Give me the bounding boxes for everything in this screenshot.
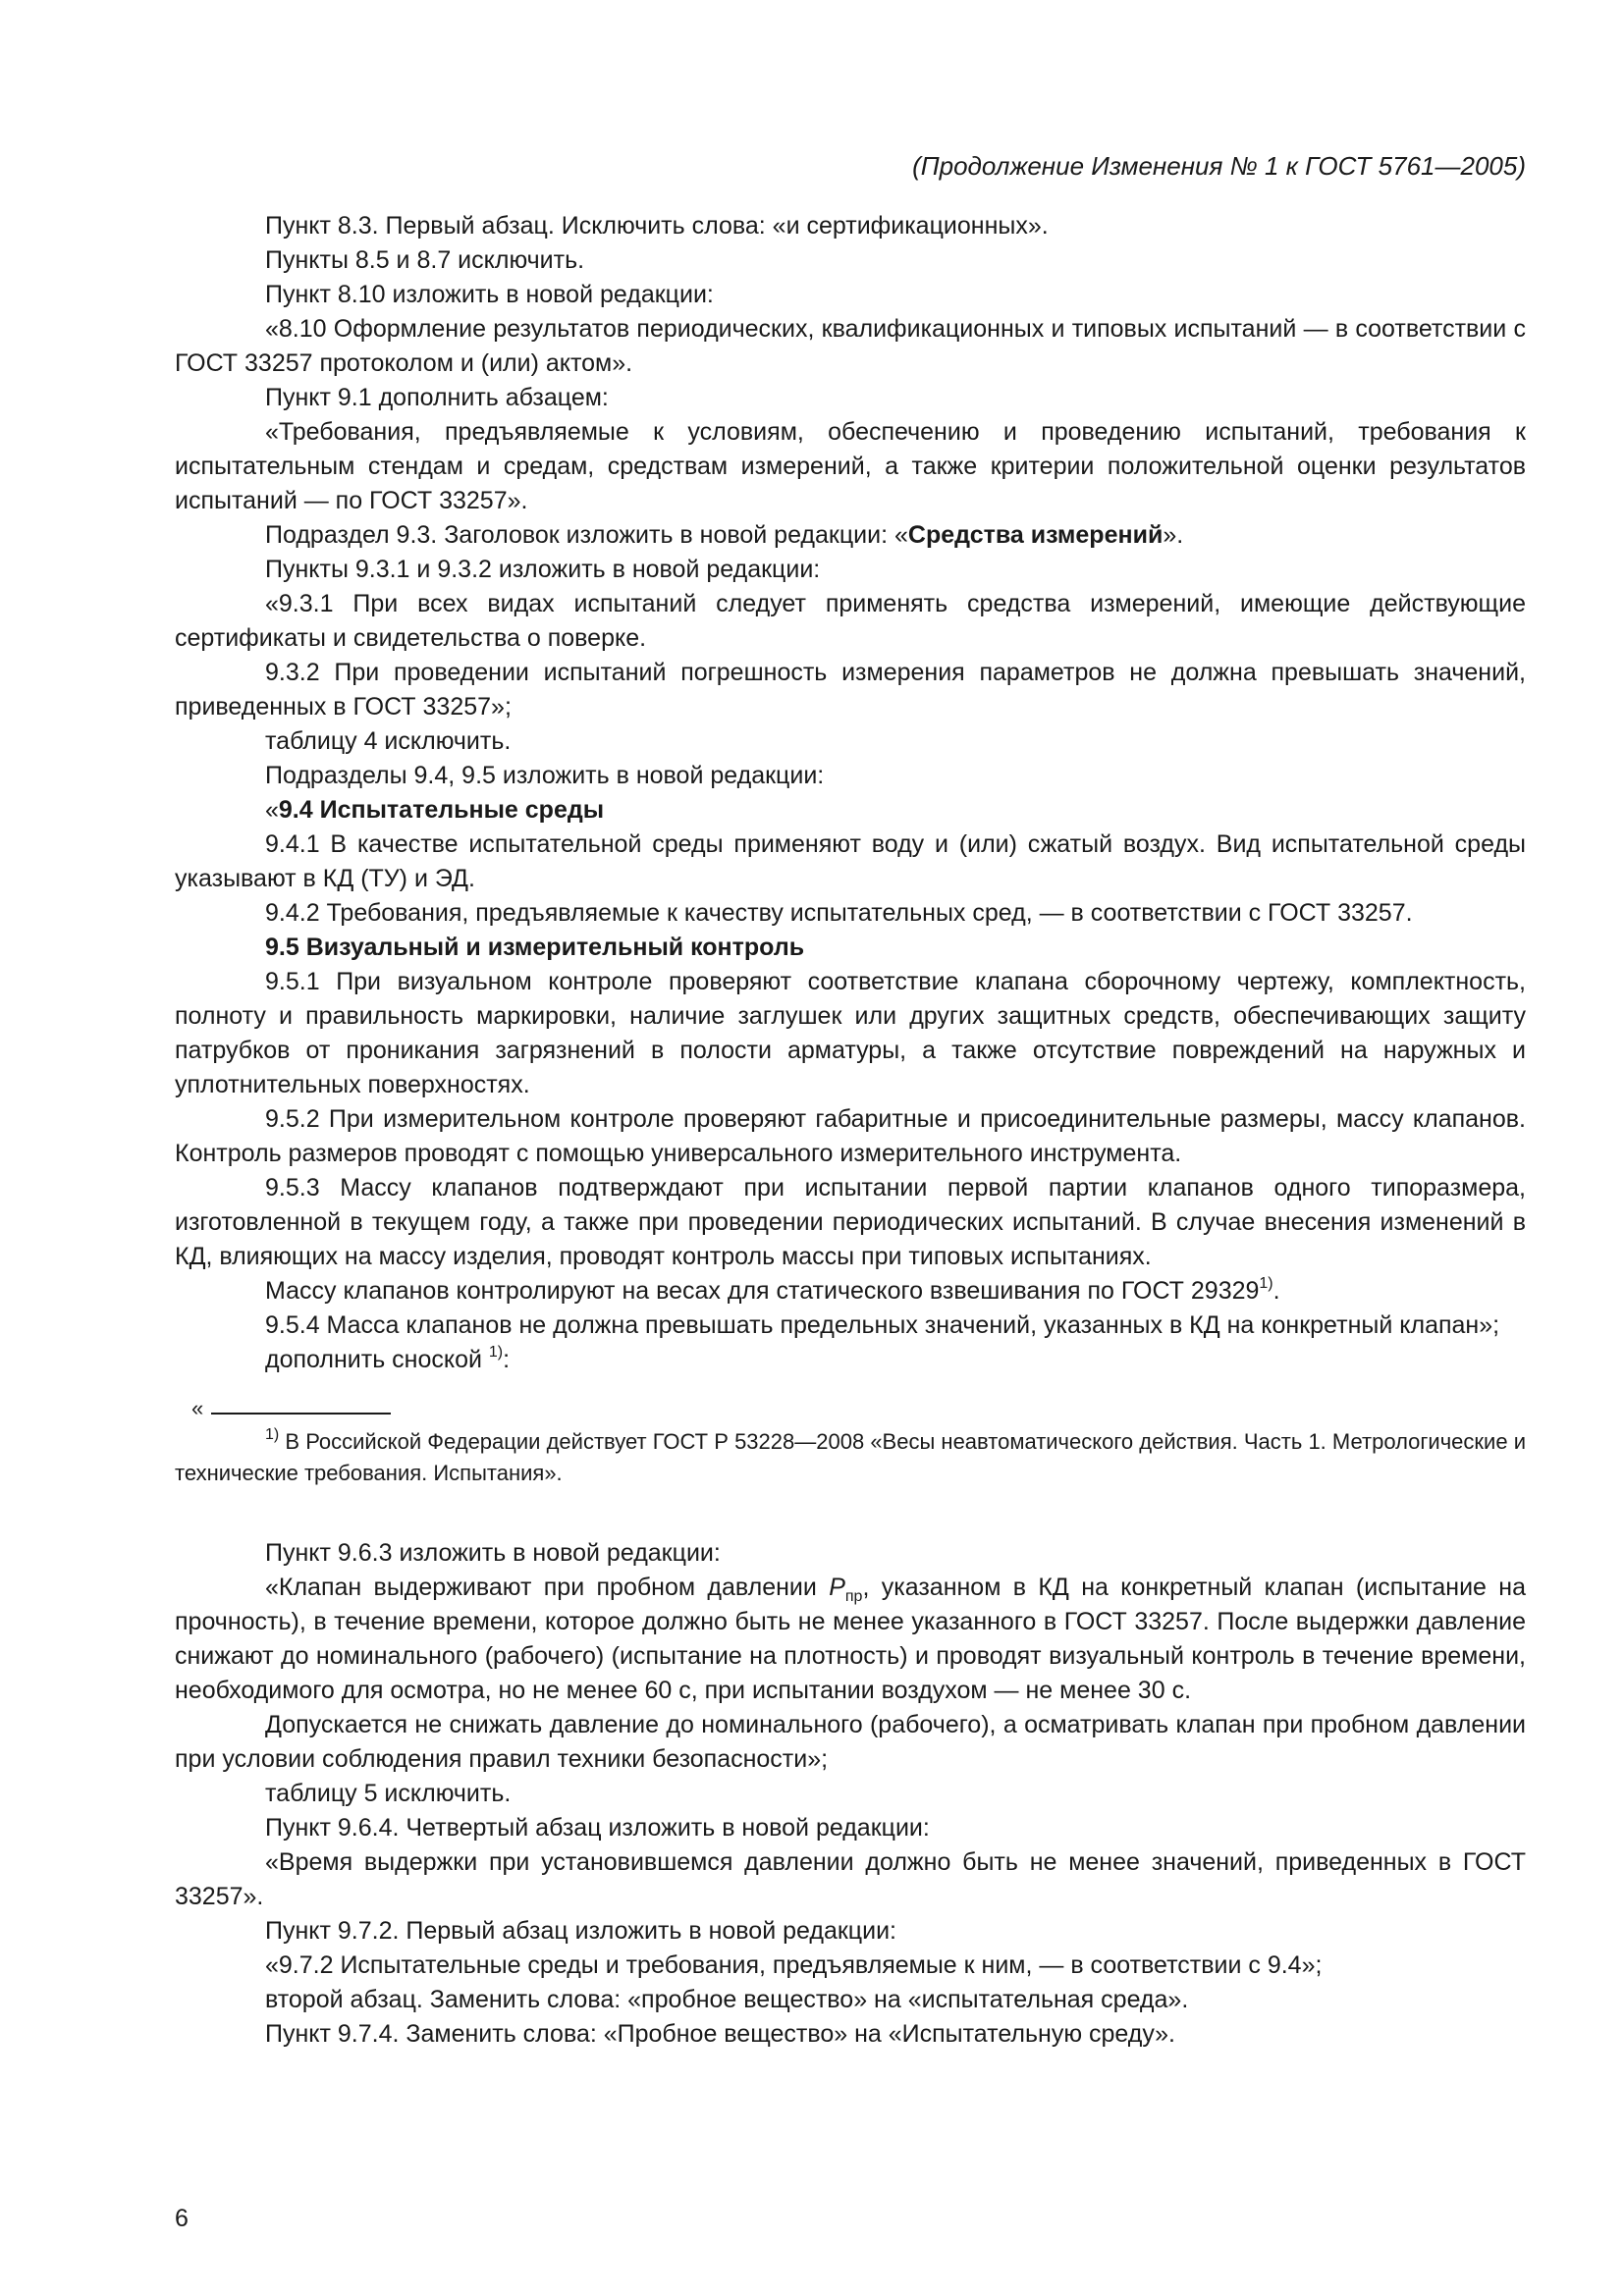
continuation-header: (Продолжение Изменения № 1 к ГОСТ 5761—2005) <box>912 151 1526 181</box>
footnote-rule <box>211 1413 391 1415</box>
paragraph <box>175 1274 1526 1308</box>
paragraph: «Требования, предъявляемые к условиям, обеспечению и проведению испытаний, требования к испытательным стендам и средам, средствам измерений, а также критерии положительной оценки результатов испытаний — по ГОСТ 33257». <box>175 418 1526 514</box>
paragraph: 9.4.2 Требования, предъявляемые к качеству испытательных сред, — в соответствии с ГОСТ 33257. <box>265 899 1413 927</box>
paragraph: Пункты 8.5 и 8.7 исключить. <box>265 246 585 274</box>
bold-title: 9.4 Испытательные среды <box>278 796 605 824</box>
paragraph: Пункт 9.7.2. Первый абзац изложить в новой редакции: <box>265 1917 897 1945</box>
variable-subscript: пр <box>844 1588 863 1605</box>
text-run: «Клапан выдерживают при пробном давлении <box>265 1574 830 1601</box>
bold-title: Средства измерений <box>907 521 1164 549</box>
text-run: Подраздел 9.3. Заголовок изложить в новой редакции: « <box>265 521 908 549</box>
paragraph <box>175 1343 1526 1377</box>
text-run: : <box>503 1346 511 1373</box>
open-quote: « <box>191 1396 204 1420</box>
paragraph: «9.7.2 Испытательные среды и требования, предъявляемые к ним, — в соответствии с 9.4»; <box>265 1951 1323 1979</box>
paragraph: Пункт 9.6.4. Четвертый абзац изложить в новой редакции: <box>265 1814 930 1842</box>
footnote-body: В Российской Федерации действует ГОСТ Р 53228—2008 «Весы неавтоматического действия. Часть 1. Метрологические и технические требования. Испытания». <box>175 1429 1526 1485</box>
paragraph: второй абзац. Заменить слова: «пробное вещество» на «испытательная среда». <box>265 1986 1189 2013</box>
text-run: дополнить сноской <box>265 1346 489 1373</box>
text-run: , указанном в КД на конкретный клапан (испытание на прочность), в течение времени, которое должно быть не менее указанного в ГОСТ 33257. После выдержки давление снижают до номинального (рабочего) (испытание на плотность) и проводят визуальный контроль в течение времени, необходимого для осмотра, но не менее 60 с, при испытании воздухом — не менее 30 с. <box>175 1574 1527 1704</box>
footnote-marker: 1) <box>265 1425 280 1443</box>
paragraph: таблицу 4 исключить. <box>265 727 512 755</box>
bold-title: 9.5 Визуальный и измерительный контроль <box>265 934 805 961</box>
footnote-text <box>175 1426 1526 1489</box>
text-run: ». <box>1163 521 1184 549</box>
paragraph: Пункт 9.7.4. Заменить слова: «Пробное вещество» на «Испытательную среду». <box>265 2020 1175 2048</box>
variable-symbol: P <box>829 1574 845 1601</box>
paragraph: «9.3.1 При всех видах испытаний следует применять средства измерений, имеющие действующие сертификаты и свидетельства о поверке. <box>175 590 1526 652</box>
text-run: « <box>265 796 279 824</box>
paragraph: Пункт 9.1 дополнить абзацем: <box>265 384 609 411</box>
paragraph: таблицу 5 исключить. <box>265 1780 512 1807</box>
paragraph <box>175 518 1526 553</box>
paragraph: 9.5.1 При визуальном контроле проверяют соответствие клапана сборочному чертежу, комплектность, полноту и правильность маркировки, наличие заглушек или других защитных средств, обеспечивающих защиту патрубков от проникания загрязнений в полости арматуры, а также отсутствие повреждений на наружных и уплотнительных поверхностях. <box>175 968 1526 1098</box>
paragraph: Пункт 8.10 изложить в новой редакции: <box>265 281 714 308</box>
paragraph: Допускается не снижать давление до номинального (рабочего), а осматривать клапан при пробном давлении при условии соблюдения правил техники безопасности»; <box>175 1711 1526 1773</box>
paragraph: 9.5.2 При измерительном контроле проверяют габаритные и присоединительные размеры, массу клапанов. Контроль размеров проводят с помощью универсального измерительного инструмента. <box>175 1105 1526 1167</box>
paragraph: 9.4.1 В качестве испытательной среды применяют воду и (или) сжатый воздух. Вид испытательной среды указывают в КД (ТУ) и ЭД. <box>175 830 1526 892</box>
footnote-block <box>175 1397 1526 1489</box>
paragraph <box>175 1571 1526 1708</box>
paragraph: «8.10 Оформление результатов периодических, квалификационных и типовых испытаний — в соответствии с ГОСТ 33257 протоколом и (или) актом». <box>175 315 1526 377</box>
section-heading <box>175 931 1526 965</box>
paragraph: 9.3.2 При проведении испытаний погрешность измерения параметров не должна превышать значений, приведенных в ГОСТ 33257»; <box>175 659 1526 721</box>
paragraph: Подразделы 9.4, 9.5 изложить в новой редакции: <box>265 762 825 789</box>
text-run: . <box>1272 1277 1280 1305</box>
paragraph: Пункты 9.3.1 и 9.3.2 изложить в новой редакции: <box>265 556 821 583</box>
page-number: 6 <box>175 2205 189 2232</box>
footnote-ref: 1) <box>488 1343 504 1361</box>
paragraph: 9.5.3 Массу клапанов подтверждают при испытании первой партии клапанов одного типоразмера, изготовленной в текущем году, а также при проведении периодических испытаний. В случае внесения изменений в КД, влияющих на массу изделия, проводят контроль массы при типовых испытаниях. <box>175 1174 1526 1270</box>
paragraph: Пункт 9.6.3 изложить в новой редакции: <box>265 1539 721 1567</box>
main-text-continued <box>175 1536 1526 2052</box>
footnote-ref: 1) <box>1259 1274 1273 1292</box>
paragraph: «Время выдержки при установившемся давлении должно быть не менее значений, приведенных в ГОСТ 33257». <box>175 1848 1526 1910</box>
paragraph: Пункт 8.3. Первый абзац. Исключить слова: «и сертификационных». <box>265 212 1049 240</box>
text-run: Массу клапанов контролируют на весах для статического взвешивания по ГОСТ 29329 <box>265 1277 1260 1305</box>
footnote-separator <box>175 1397 1526 1420</box>
section-heading <box>175 793 1526 828</box>
paragraph: 9.5.4 Масса клапанов не должна превышать предельных значений, указанных в КД на конкретный клапан»; <box>265 1311 1500 1339</box>
main-text <box>175 209 1526 1377</box>
